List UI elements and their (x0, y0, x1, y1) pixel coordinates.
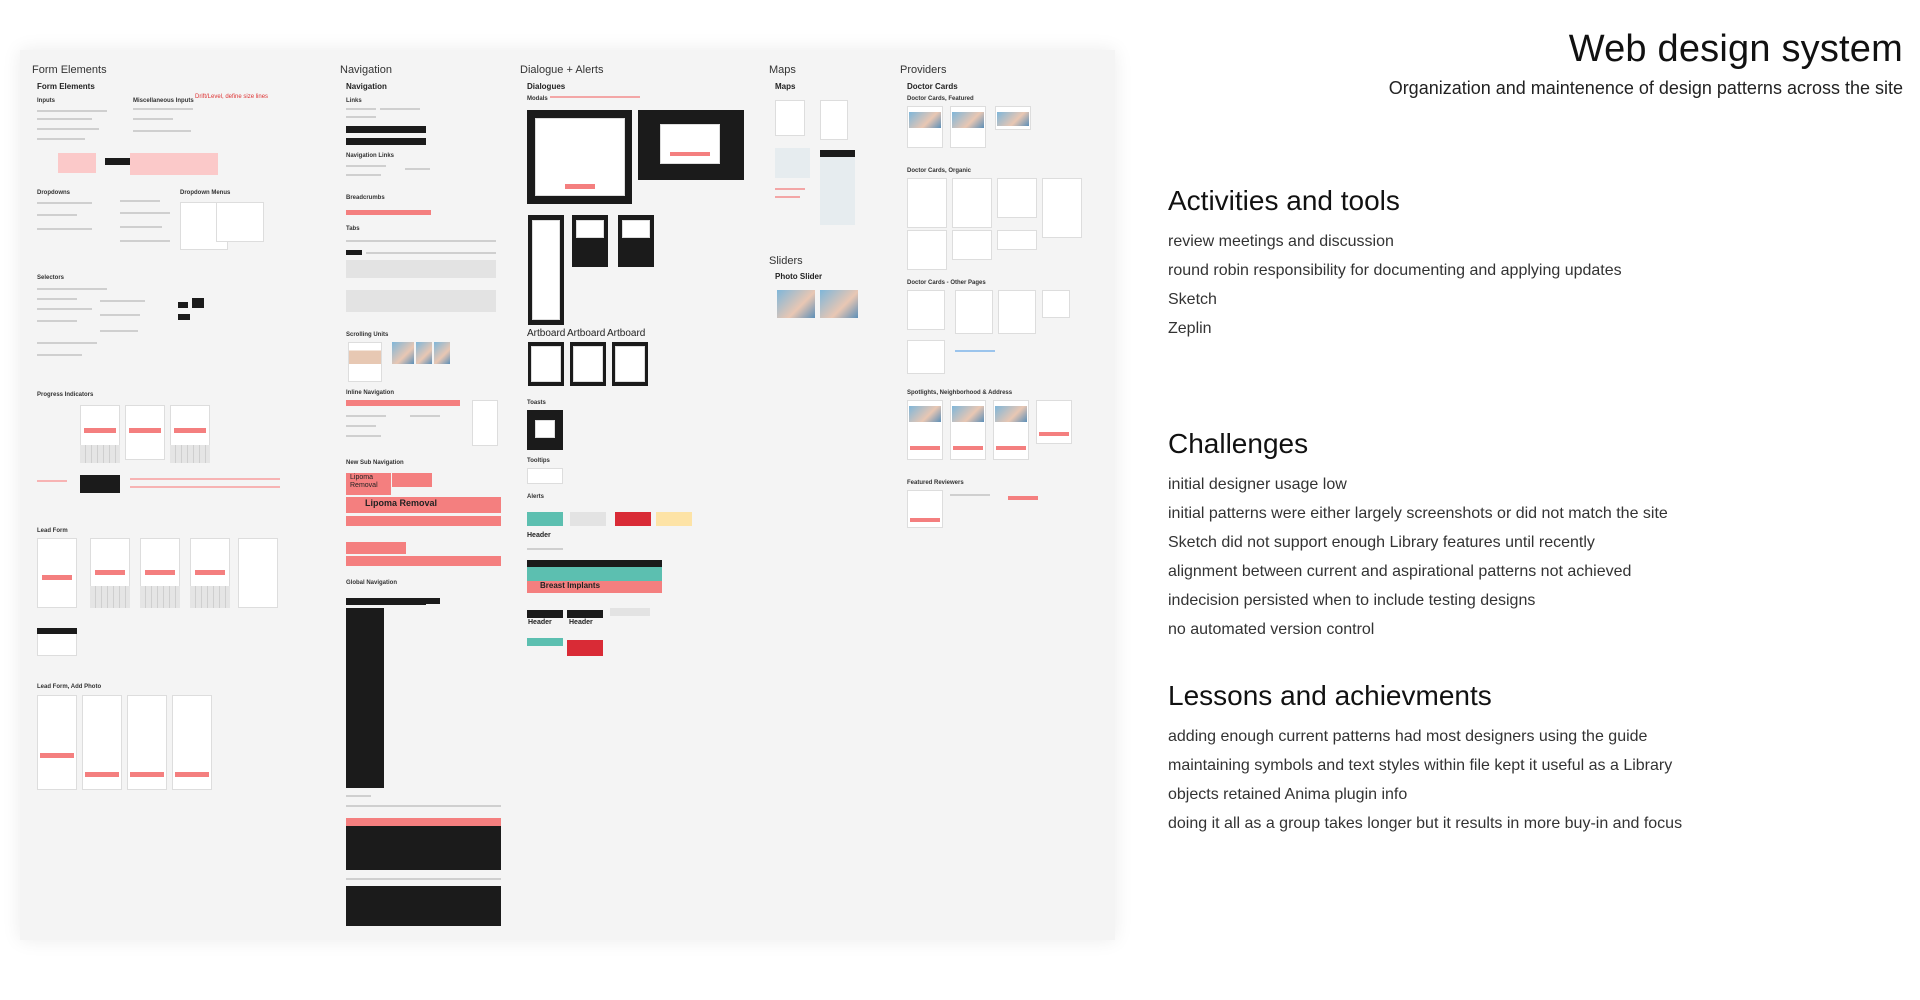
header-sample-3: Header (569, 619, 593, 626)
list-item: initial designer usage low (1168, 476, 1347, 493)
subhead-dropdown-menus: Dropdown Menus (180, 190, 231, 196)
list-item: Sketch did not support enough Library features until recently (1168, 534, 1595, 551)
section-lessons (1168, 680, 1682, 838)
breast-implants-banner: Breast Implants (540, 581, 601, 590)
section-activities (1168, 185, 1622, 343)
section-challenges (1168, 428, 1668, 644)
column-label-form-elements: Form Elements (32, 64, 107, 76)
subhead-misc-inputs: Miscellaneous Inputs (133, 98, 194, 104)
subhead-lead-form: Lead Form (37, 528, 68, 534)
subhead-modals: Modals (527, 96, 548, 102)
list-item: initial patterns were either largely screenshots or did not match the site (1168, 505, 1668, 522)
subhead-dropdowns: Dropdowns (37, 190, 70, 196)
page-subtitle: Organization and maintenence of design patterns across the site (1388, 78, 1903, 98)
subhead-breadcrumbs: Breadcrumbs (346, 195, 385, 201)
subhead-lead-form-photo: Lead Form, Add Photo (37, 684, 102, 690)
list-item: alignment between current and aspirational patterns not achieved (1168, 563, 1632, 580)
page-title: Web design system (1568, 28, 1903, 70)
artboard-label-1: Artboard (527, 328, 566, 339)
list-item: review meetings and discussion (1168, 233, 1394, 250)
list-item: round robin responsibility for documenting and applying updates (1168, 262, 1622, 279)
header-sample-1: Header (527, 532, 551, 539)
column-label-dialogue-alerts: Dialogue + Alerts (520, 64, 604, 76)
list-item: adding enough current patterns had most designers using the guide (1168, 728, 1648, 745)
section-heading: Lessons and achievments (1168, 680, 1492, 711)
subhead-toasts: Toasts (527, 400, 546, 406)
subhead-doctor-cards-organic: Doctor Cards, Organic (907, 168, 972, 174)
subhead-photo-slider: Photo Slider (775, 272, 823, 281)
list-item: objects retained Anima plugin info (1168, 786, 1408, 803)
subhead-progress: Progress Indicators (37, 392, 94, 398)
column-label-providers: Providers (900, 64, 947, 76)
subhead-alerts: Alerts (527, 494, 545, 500)
subhead-selectors: Selectors (37, 275, 65, 281)
subhead-inputs: Inputs (37, 98, 55, 104)
artboard-label-2: Artboard (567, 328, 606, 339)
list-item: Sketch (1168, 291, 1217, 308)
subhead-nav-links: Navigation Links (346, 153, 395, 159)
section-heading: Activities and tools (1168, 185, 1400, 216)
header-sample-2: Header (528, 619, 552, 626)
subhead-doctor-cards-featured: Doctor Cards, Featured (907, 96, 974, 102)
subhead-maps: Maps (775, 82, 796, 91)
subhead-doctor-cards: Doctor Cards (907, 82, 958, 91)
list-item: no automated version control (1168, 621, 1375, 638)
lipoma-removal-banner: Lipoma Removal (365, 498, 438, 508)
lipoma-removal-tag: Lipoma Removal (350, 474, 378, 489)
artboard-label-3: Artboard (607, 328, 646, 339)
list-item: doing it all as a group takes longer but it results in more buy-in and focus (1168, 815, 1683, 832)
subhead-global-nav: Global Navigation (346, 580, 398, 586)
subhead-scrolling: Scrolling Units (346, 332, 389, 338)
subhead-featured-reviewers: Featured Reviewers (907, 480, 964, 486)
subhead-doctor-cards-other: Doctor Cards - Other Pages (907, 280, 986, 286)
column-label-sliders: Sliders (769, 255, 803, 267)
subhead-form-elements: Form Elements (37, 82, 95, 91)
list-item: Zeplin (1168, 320, 1212, 337)
list-item: indecision persisted when to include testing designs (1168, 592, 1536, 609)
subhead-links: Links (346, 98, 362, 104)
column-label-maps: Maps (769, 64, 796, 76)
subhead-spotlights: Spotlights, Neighborhood & Address (907, 390, 1013, 396)
subhead-tabs: Tabs (346, 226, 360, 232)
subhead-inline-nav: Inline Navigation (346, 390, 395, 396)
list-item: maintaining symbols and text styles within file kept it useful as a Library (1168, 757, 1673, 774)
subhead-navigation: Navigation (346, 82, 387, 91)
column-label-navigation: Navigation (340, 64, 392, 76)
subhead-dialogues: Dialogues (527, 82, 566, 91)
subhead-tooltips: Tooltips (527, 458, 550, 464)
design-system-board[interactable] (20, 50, 1115, 940)
subhead-new-subnav: New Sub Navigation (346, 460, 404, 466)
section-heading: Challenges (1168, 428, 1309, 459)
draft-note: Drift/Level, define size lines (195, 94, 269, 100)
